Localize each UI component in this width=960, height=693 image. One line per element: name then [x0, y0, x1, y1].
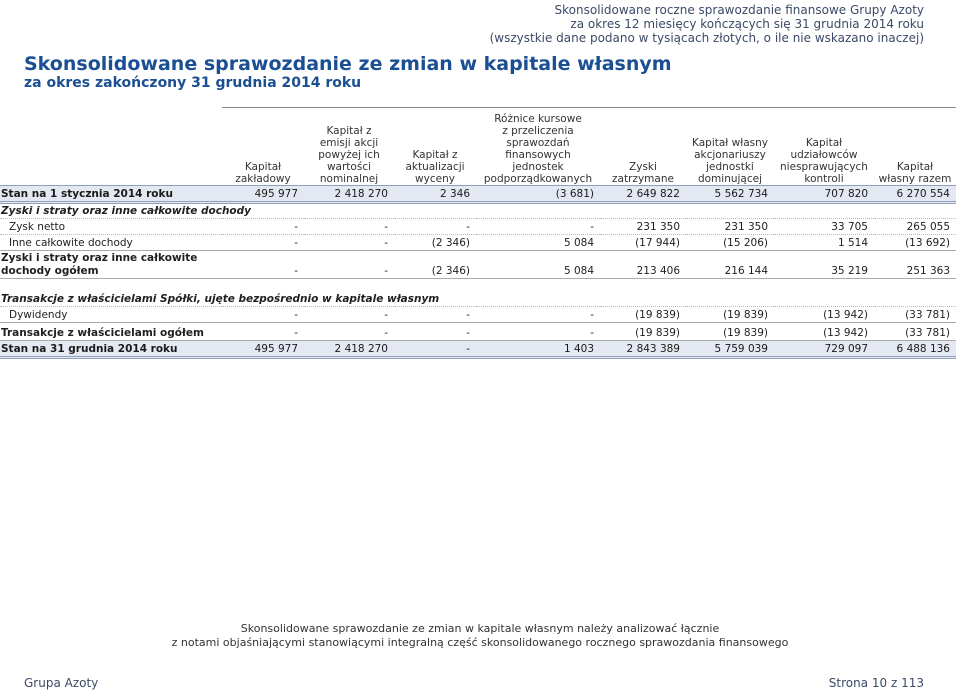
column-header-parent-equity: [686, 110, 774, 185]
header-text-line: aktualizacji: [405, 161, 465, 173]
cell-value: 213 406: [600, 251, 686, 279]
table-row-net-profit: [0, 219, 956, 235]
header-text-line: niesprawujących: [780, 161, 868, 173]
header-line-2: za okres 12 miesięcy kończących się 31 grudnia 2014 roku: [570, 17, 924, 31]
cell-value: -: [222, 307, 304, 323]
header-text-line: podporządkowanych: [483, 173, 593, 185]
cell-value: -: [394, 219, 476, 235]
header-line-1: Skonsolidowane roczne sprawozdanie finansowe Grupy Azoty: [554, 3, 924, 17]
cell-value: 231 350: [686, 219, 774, 235]
cell-value: -: [476, 307, 600, 323]
cell-value: -: [304, 235, 394, 251]
row-label: Transakcje z właścicielami ogółem: [0, 323, 222, 341]
cell-value: 1 514: [774, 235, 874, 251]
cell-value: (3 681): [476, 186, 600, 203]
header-text-line: Kapitał: [896, 161, 934, 173]
header-text-line: zatrzymane: [612, 173, 674, 185]
column-header-non-controlling-interests: [774, 110, 874, 185]
page-subtitle: za okres zakończony 31 grudnia 2014 roku: [24, 75, 362, 91]
cell-value: 216 144: [686, 251, 774, 279]
header-text-line: udziałowców: [790, 149, 858, 161]
cell-value: (17 944): [600, 235, 686, 251]
cell-value: -: [394, 323, 476, 341]
header-text-line: finansowych: [505, 149, 571, 161]
cell-value: -: [394, 341, 476, 358]
cell-value: (2 346): [394, 235, 476, 251]
cell-value: 231 350: [600, 219, 686, 235]
header-text-line: dominującej: [697, 173, 763, 185]
cell-value: 2 346: [394, 186, 476, 203]
cell-value: -: [222, 251, 304, 279]
header-text-line: emisji akcji: [319, 137, 379, 149]
header-rule: [222, 107, 956, 108]
row-label: Zysk netto: [0, 219, 222, 235]
cell-value: -: [394, 307, 476, 323]
header-text-line: wyceny: [415, 173, 455, 185]
row-label: Stan na 31 grudnia 2014 roku: [0, 341, 222, 358]
cell-value: (13 692): [874, 235, 956, 251]
header-text-line: kontroli: [804, 173, 844, 185]
header-text-line: nominalnej: [319, 173, 379, 185]
header-text-line: Różnice kursowe: [494, 113, 582, 125]
cell-value: -: [476, 323, 600, 341]
cell-value: (19 839): [600, 323, 686, 341]
cell-value: (15 206): [686, 235, 774, 251]
cell-value: 265 055: [874, 219, 956, 235]
column-header-revaluation-reserve: [394, 110, 476, 185]
cell-value: -: [304, 307, 394, 323]
header-text-line: sprawozdań: [506, 137, 570, 149]
cell-value: -: [222, 235, 304, 251]
cell-value: 5 562 734: [686, 186, 774, 203]
table-row-dividends: [0, 307, 956, 323]
cell-value: (19 839): [686, 307, 774, 323]
cell-value: 5 759 039: [686, 341, 774, 358]
cell-value: 729 097: [774, 341, 874, 358]
cell-value: 495 977: [222, 341, 304, 358]
cell-value: (13 942): [774, 307, 874, 323]
cell-value: 33 705: [774, 219, 874, 235]
header-text-line: wartości: [326, 161, 372, 173]
cell-value: 5 084: [476, 235, 600, 251]
table-row-total-owner-transactions: [0, 323, 956, 341]
header-text-line: własny razem: [878, 173, 952, 185]
cell-value: -: [476, 219, 600, 235]
table-row-section-comprehensive-income: [0, 203, 956, 219]
row-label: Stan na 1 stycznia 2014 roku: [0, 186, 222, 203]
cell-value: 35 219: [774, 251, 874, 279]
cell-value: 1 403: [476, 341, 600, 358]
footer-page-number: Strona 10 z 113: [828, 676, 924, 690]
equity-changes-table: [0, 185, 956, 359]
cell-value: -: [222, 219, 304, 235]
table-row-total-comprehensive-income: [0, 251, 956, 279]
header-text-line: jednostek: [512, 161, 564, 173]
column-header-translation-differences: [476, 110, 600, 185]
cell-value: -: [304, 323, 394, 341]
column-header-total-equity: [874, 110, 956, 185]
cell-value: (33 781): [874, 307, 956, 323]
header-text-line: akcjonariuszy: [694, 149, 766, 161]
cell-value: -: [222, 323, 304, 341]
cell-value: 2 649 822: [600, 186, 686, 203]
column-header-retained-earnings: [600, 110, 686, 185]
table-row-opening-balance: [0, 186, 956, 203]
header-text-line: powyżej ich: [318, 149, 380, 161]
column-header-share-premium: [304, 110, 394, 185]
row-label: Zyski i straty oraz inne całkowite dochody: [0, 203, 956, 219]
cell-value: 6 270 554: [874, 186, 956, 203]
document-header: [490, 3, 924, 45]
cell-value: (19 839): [686, 323, 774, 341]
footer-company: Grupa Azoty: [24, 676, 99, 690]
header-text-line: Zyski: [629, 161, 657, 173]
header-text-line: Kapitał: [805, 137, 843, 149]
table-row-section-owner-transactions: [0, 279, 956, 307]
cell-value: -: [304, 251, 394, 279]
cell-value: 2 418 270: [304, 341, 394, 358]
header-text-line: Kapitał: [244, 161, 282, 173]
header-text-line: Kapitał własny: [692, 137, 768, 149]
header-text-line: Kapitał z: [326, 125, 372, 137]
cell-value: (19 839): [600, 307, 686, 323]
footnote-line-1: Skonsolidowane sprawozdanie ze zmian w kapitale własnym należy analizować łącznie: [240, 622, 720, 635]
cell-value: 6 488 136: [874, 341, 956, 358]
column-header-share-capital: [222, 110, 304, 185]
cell-value: (2 346): [394, 251, 476, 279]
cell-value: -: [304, 219, 394, 235]
row-label: Zyski i straty oraz inne całkowite dochody ogółem: [0, 251, 222, 279]
cell-value: 2 418 270: [304, 186, 394, 203]
cell-value: 5 084: [476, 251, 600, 279]
cell-value: 707 820: [774, 186, 874, 203]
table-row-closing-balance: [0, 341, 956, 358]
cell-value: 251 363: [874, 251, 956, 279]
row-label: Transakcje z właścicielami Spółki, ujęte bezpośrednio w kapitale własnym: [0, 279, 956, 307]
page-title: Skonsolidowane sprawozdanie ze zmian w kapitale własnym: [24, 53, 672, 75]
footnote: [0, 622, 960, 650]
cell-value: (33 781): [874, 323, 956, 341]
header-text-line: jednostki: [706, 161, 754, 173]
cell-value: (13 942): [774, 323, 874, 341]
row-label: Inne całkowite dochody: [0, 235, 222, 251]
header-text-line: z przeliczenia: [502, 125, 574, 137]
header-text-line: zakładowy: [235, 173, 291, 185]
header-text-line: Kapitał z: [412, 149, 458, 161]
row-label: Dywidendy: [0, 307, 222, 323]
cell-value: 495 977: [222, 186, 304, 203]
footnote-line-2: z notami objaśniającymi stanowiącymi integralną część skonsolidowanego rocznego sprawozdania finansowego: [171, 636, 789, 649]
table-row-other-comprehensive-income: [0, 235, 956, 251]
header-line-3: (wszystkie dane podano w tysiącach złotych, o ile nie wskazano inaczej): [489, 31, 924, 45]
cell-value: 2 843 389: [600, 341, 686, 358]
